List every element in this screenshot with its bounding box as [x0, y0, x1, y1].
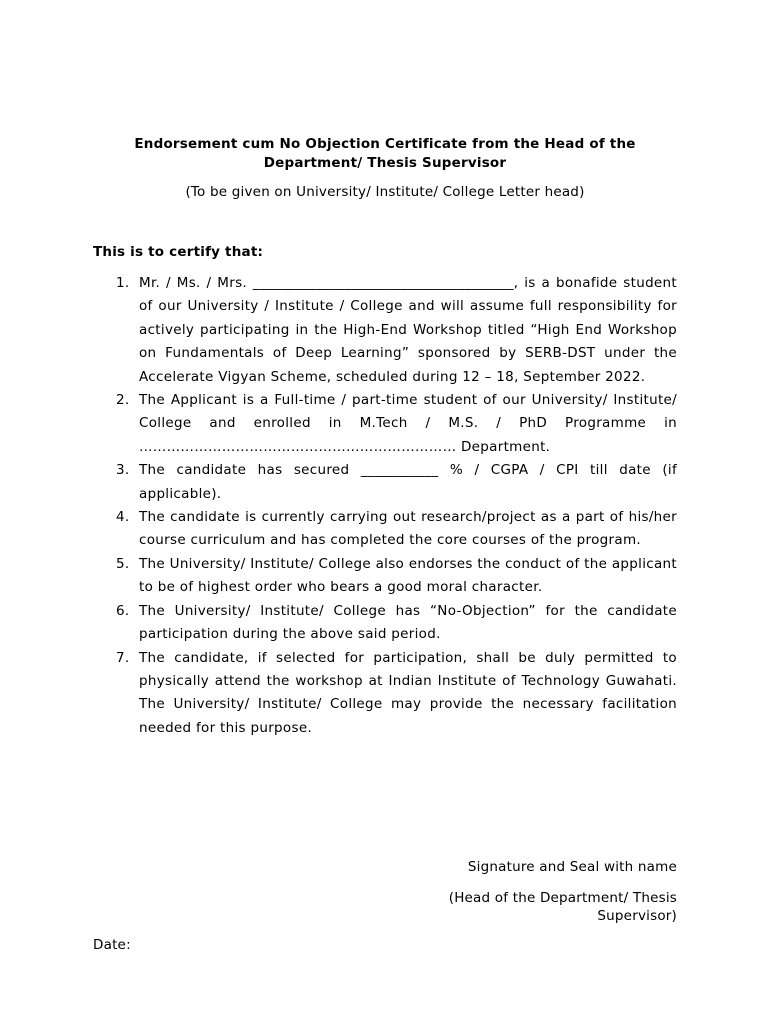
document-subtitle: (To be given on University/ Institute/ College Letter head): [185, 184, 585, 200]
list-item-text: Mr. / Ms. / Mrs. _____________________________________, is a bonafide student of our University / Institute / College and will assume full responsibility for actively participating in the High-End Workshop titled “High End Workshop on Fundamentals of Deep Learning” sponsored by SERB-DST under the Accelerate Vigyan Scheme, scheduled during 12 – 18, September 2022.: [139, 275, 677, 385]
date-label: Date:: [93, 937, 131, 953]
list-item: [93, 553, 677, 600]
list-item: [93, 647, 677, 741]
list-item-number: 3.: [116, 462, 130, 479]
list-item: [93, 272, 677, 389]
signature-label: Signature and Seal with name: [467, 859, 677, 875]
list-item-text: The University/ Institute/ College has “No-Objection” for the candidate participation during the above said period.: [139, 602, 677, 643]
title-line-2: Department/ Thesis Supervisor: [263, 155, 507, 171]
list-item: [93, 389, 677, 459]
list-item-text: The University/ Institute/ College also endorses the conduct of the applicant to be of highest order who bears a good moral character.: [139, 555, 677, 596]
list-item-number: 4.: [116, 509, 130, 526]
list-item-text: The candidate, if selected for participation, shall be duly permitted to physically attend the workshop at Indian Institute of Technology Guwahati. The University/ Institute/ College may provide the necessary facilitation needed for this purpose.: [139, 649, 677, 736]
document-title: [60, 135, 710, 173]
list-item-number: 2.: [116, 392, 130, 409]
certify-intro: This is to certify that:: [93, 244, 264, 260]
certification-list: [93, 272, 677, 740]
list-item: [93, 506, 677, 553]
title-line-1: Endorsement cum No Objection Certificate from the Head of the: [134, 136, 636, 152]
list-item-text: The candidate has secured ___________ % / CGPA / CPI till date (if applicable).: [139, 462, 677, 502]
list-item-number: 1.: [116, 275, 130, 291]
list-item: [93, 459, 677, 506]
list-item: [93, 600, 677, 647]
list-item-number: 6.: [116, 602, 130, 619]
list-item-text: The Applicant is a Full-time / part-time student of our University/ Institute/ College and enrolled in M.Tech / M.S. / PhD Programme in …………………………………………………………… Department.: [139, 392, 677, 455]
list-item-number: 5.: [116, 555, 130, 572]
signature-role: (Head of the Department/ Thesis Supervisor): [448, 890, 677, 924]
list-item-number: 7.: [116, 649, 130, 666]
list-item-text: The candidate is currently carrying out research/project as a part of his/her course curriculum and has completed the core courses of the program.: [139, 509, 677, 549]
